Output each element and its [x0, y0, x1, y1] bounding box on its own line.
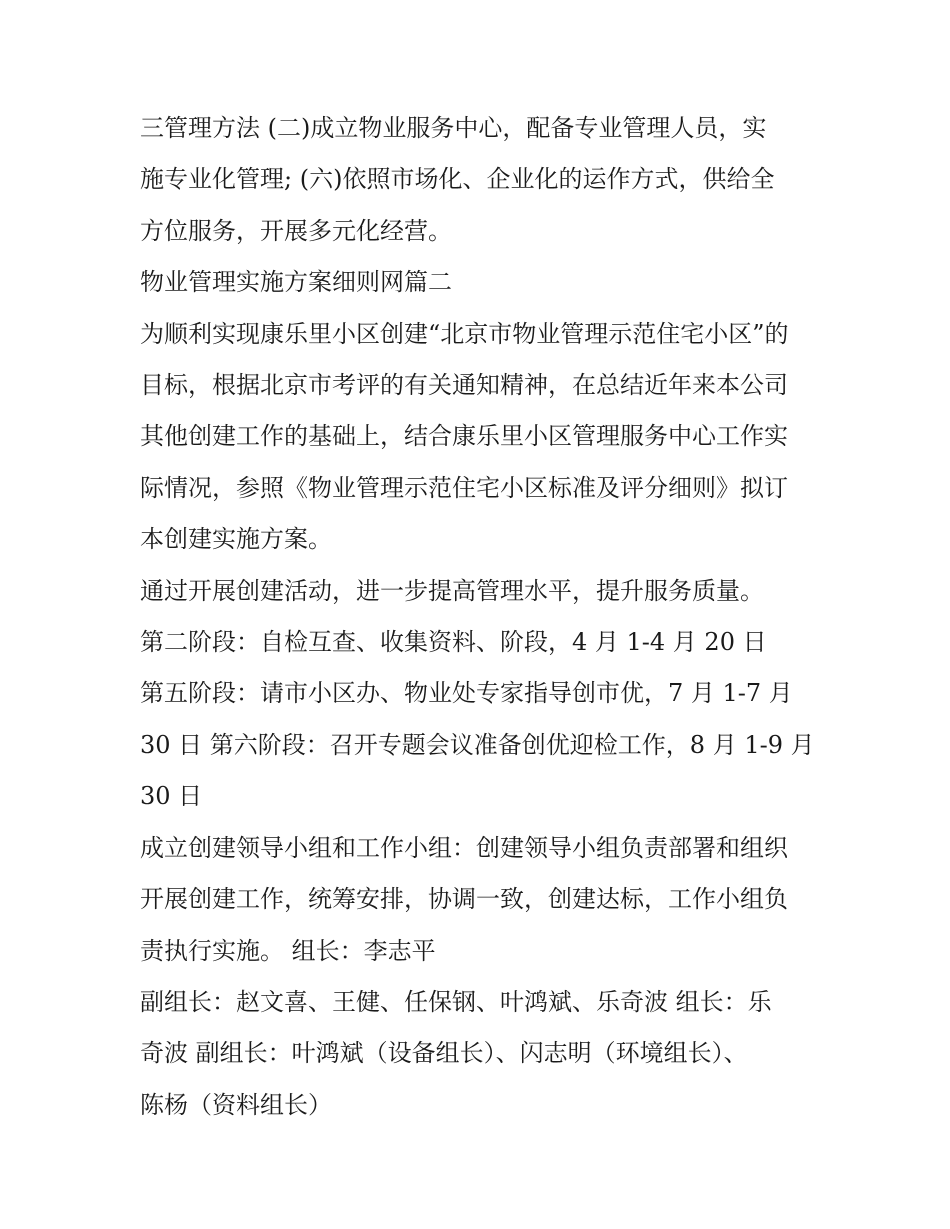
paragraph-management-methods [140, 103, 820, 257]
text-line: 开展创建工作，统筹安排，协调一致，创建达标，工作小组负 [140, 885, 788, 914]
paragraph-leadership-group [140, 823, 820, 977]
text-line: 际情况，参照《物业管理示范住宅小区标准及评分细则》拟订 [140, 473, 788, 502]
text-line: 奇波 副组长：叶鸿斌（设备组长）、闪志明（环境组长）、 [140, 1039, 748, 1068]
text-line: 第二阶段：自检互查、收集资料、阶段，4 月 1-4 月 20 日 [140, 628, 767, 657]
paragraph-stage-five-six [140, 668, 820, 822]
text-line: 通过开展创建活动，进一步提高管理水平，提升服务质量。 [140, 576, 764, 605]
text-line: 三管理方法 (二)成立物业服务中心，配备专业管理人员，实 [140, 114, 767, 142]
text-line: 本创建实施方案。 [140, 525, 332, 554]
paragraph-purpose [140, 566, 820, 617]
paragraph-stage-two [140, 617, 820, 668]
section-heading [140, 257, 820, 308]
text-line: 第五阶段：请市小区办、物业处专家指导创市优，7 月 1-7 月 [140, 679, 793, 708]
paragraph-deputy-leaders [140, 977, 820, 1131]
text-line: 陈杨（资料组长） [140, 1090, 332, 1119]
text-line: 为顺利实现康乐里小区创建“北京市物业管理示范住宅小区”的 [140, 319, 789, 348]
text-line: 30 日 第六阶段：召开专题会议准备创优迎检工作，8 月 1-9 月 [140, 730, 815, 759]
text-line: 责执行实施。 组长：李志平 [140, 936, 436, 965]
paragraph-goal [140, 309, 820, 566]
text-line: 目标，根据北京市考评的有关通知精神，在总结近年来本公司 [140, 371, 788, 400]
text-line: 其他创建工作的基础上，结合康乐里小区管理服务中心工作实 [140, 422, 788, 451]
text-line: 成立创建领导小组和工作小组：创建领导小组负责部署和组织 [140, 833, 788, 862]
document-body [140, 103, 820, 1131]
text-line: 施专业化管理; (六)依照市场化、企业化的运作方式，供给全 [140, 165, 775, 194]
text-line: 物业管理实施方案细则网篇二 [140, 268, 452, 297]
text-line: 副组长：赵文喜、王健、任保钢、叶鸿斌、乐奇波 组长：乐 [140, 987, 772, 1016]
text-line: 30 日 [140, 782, 203, 811]
text-line: 方位服务，开展多元化经营。 [140, 216, 452, 245]
